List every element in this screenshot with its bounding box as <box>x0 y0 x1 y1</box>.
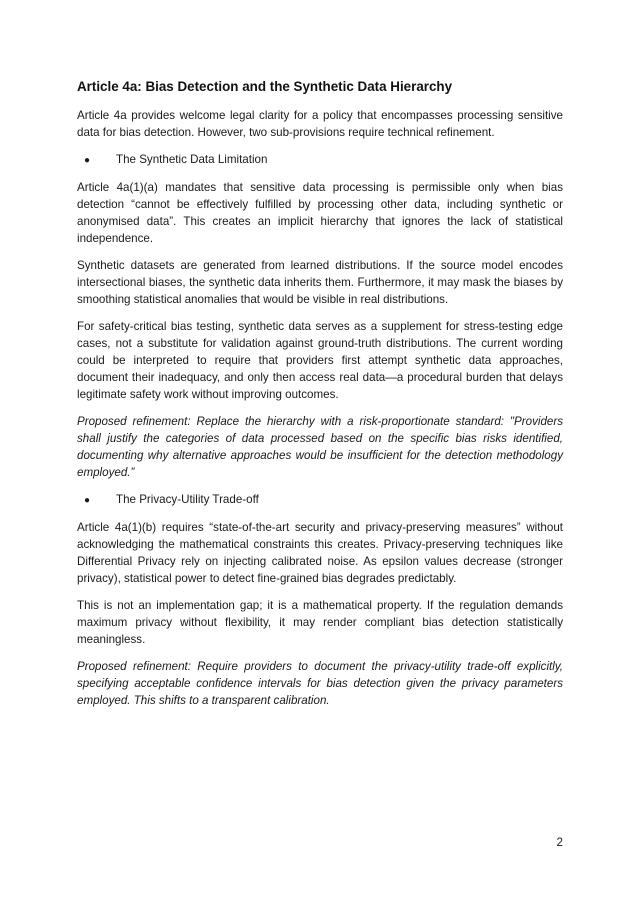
paragraph: For safety-critical bias testing, synthetic data serves as a supplement for stress-testing edge cases, not a substitute for validation against ground-truth distributions. The current wording could be interpreted to require that providers first attempt synthetic data approaches, document their inadequacy, and only then access real data—a procedural burden that delays legitimate safety work without improving outcomes. <box>77 320 563 401</box>
proposed-refinement: Proposed refinement: Require providers to document the privacy-utility trade-off explicitly, specifying acceptable confidence intervals for bias detection given the privacy parameters employed. This shifts to a transparent calibration. <box>77 660 563 707</box>
bullet-item-synthetic-data <box>77 151 563 169</box>
bullet-title: The Privacy-Utility Trade-off <box>116 493 259 506</box>
bullet-icon: ● <box>84 495 91 506</box>
bullet-title: The Synthetic Data Limitation <box>116 153 268 166</box>
proposed-refinement: Proposed refinement: Replace the hierarchy with a risk-proportionate standard: "Providers shall justify the categories of data processed based on the specific bias risks identified, documenting why alternative approaches would be insufficient for the detection methodology employed.” <box>77 415 563 479</box>
paragraph: This is not an implementation gap; it is a mathematical property. If the regulation demands maximum privacy without flexibility, it may render compliant bias detection statistically meaningless. <box>77 599 563 646</box>
intro-paragraph: Article 4a provides welcome legal clarity for a policy that encompasses processing sensitive data for bias detection. However, two sub-provisions require technical refinement. <box>77 109 563 139</box>
bullet-icon: ● <box>84 155 91 166</box>
bullet-item-privacy-utility <box>77 491 563 509</box>
paragraph: Article 4a(1)(b) requires “state-of-the-art security and privacy-preserving measures” without acknowledging the mathematical constraints this creates. Privacy-preserving techniques like Differential Privacy rely on injecting calibrated noise. As epsilon values decrease (stronger privacy), statistical power to detect fine-grained bias degrades predictably. <box>77 521 563 585</box>
section-heading: Article 4a: Bias Detection and the Synthetic Data Hierarchy <box>77 79 453 94</box>
paragraph: Synthetic datasets are generated from learned distributions. If the source model encodes intersectional biases, the synthetic data inherits them. Furthermore, it may mask the biases by smoothing statistical anomalies that would be visible in real distributions. <box>77 259 563 306</box>
paragraph: Article 4a(1)(a) mandates that sensitive data processing is permissible only when bias detection “cannot be effectively fulfilled by processing other data, including synthetic or anonymised data”. This creates an implicit hierarchy that ignores the lack of statistical independence. <box>77 181 563 245</box>
page-number: 2 <box>556 836 563 849</box>
document-body <box>77 78 563 719</box>
